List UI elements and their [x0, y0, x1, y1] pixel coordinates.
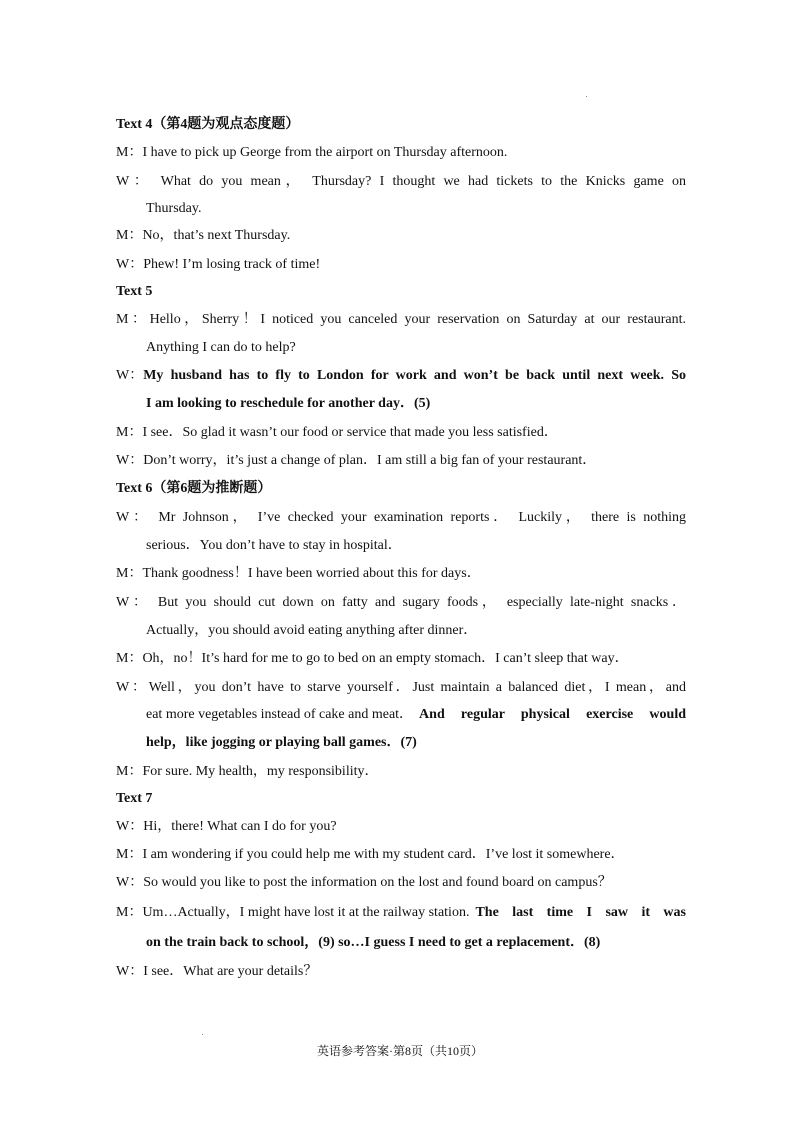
text6-line-5-cont — [146, 706, 686, 724]
text6-line-2: M：Thank goodness！I have been worried about this for days． — [116, 566, 481, 581]
answer-highlight: My husband has to fly to London for work and won’t be back until next week. So — [143, 368, 686, 383]
text5-line-1-cont: Anything I can do to help? — [146, 340, 296, 355]
scan-speck — [586, 96, 587, 97]
text6-line-1: W： Mr Johnson， I’ve checked your examination reports． Luckily， there is nothing — [116, 510, 686, 525]
text5-line-2 — [116, 367, 686, 385]
text6-line-6: M：For sure. My health，my responsibility． — [116, 764, 379, 779]
text5-line-2-cont: I am looking to reschedule for another day．(5) — [146, 396, 431, 411]
text5-line-1: M：Hello，Sherry！I noticed you canceled your reservation on Saturday at our restaurant. — [116, 312, 686, 327]
text5-heading: Text 5 — [116, 284, 153, 299]
text4-line-3: M：No，that’s next Thursday. — [116, 228, 291, 243]
plain-text: M：Um…Actually，I might have lost it at the railway station. — [116, 905, 470, 920]
text7-line-5: W：I see．What are your details？ — [116, 964, 318, 979]
text5-line-4: W：Don’t worry，it’s just a change of plan．I am still a big fan of your restaurant． — [116, 453, 597, 468]
text7-line-2: M：I am wondering if you could help me with my student card．I’ve lost it somewhere． — [116, 847, 625, 862]
text7-heading: Text 7 — [116, 791, 153, 806]
text6-heading: Text 6（第6题为推断题） — [116, 481, 272, 496]
text7-line-3: W：So would you like to post the information on the lost and found board on campus？ — [116, 875, 612, 890]
text4-line-2-cont: Thursday. — [146, 201, 202, 216]
text4-line-1: M：I have to pick up George from the airport on Thursday afternoon. — [116, 145, 508, 160]
text4-line-4: W：Phew! I’m losing track of time! — [116, 257, 321, 272]
text7-line-4 — [116, 904, 686, 922]
text5-line-3: M：I see．So glad it wasn’t our food or service that made you less satisfied． — [116, 425, 558, 440]
text7-line-4-cont: on the train back to school，(9) so…I guess I need to get a replacement．(8) — [146, 935, 601, 950]
text6-line-5: W：Well，you don’t have to starve yourself．Just maintain a balanced diet，I mean，and — [116, 680, 686, 695]
text4-line-2: W： What do you mean， Thursday? I thought we had tickets to the Knicks game on — [116, 174, 686, 189]
text6-line-3-cont: Actually，you should avoid eating anything after dinner． — [146, 623, 478, 638]
scan-speck — [202, 1034, 203, 1035]
answer-highlight: The last time I saw it was — [475, 905, 686, 920]
text6-line-5-cont2: help，like jogging or playing ball games．(7) — [146, 735, 417, 750]
text6-line-1-cont: serious．You don’t have to stay in hospital． — [146, 538, 402, 553]
plain-text: eat more vegetables instead of cake and meat． — [146, 707, 414, 722]
answer-highlight: And regular physical exercise would — [419, 707, 686, 722]
speaker-label: W： — [116, 368, 144, 383]
text4-heading: Text 4（第4题为观点态度题） — [116, 117, 300, 132]
text6-line-4: M：Oh，no！It’s hard for me to go to bed on an empty stomach．I can’t sleep that way． — [116, 651, 629, 666]
page-footer: 英语参考答案·第8页（共10页） — [317, 1044, 483, 1058]
text6-line-3: W： But you should cut down on fatty and sugary foods， especially late-night snacks． — [116, 595, 686, 610]
text7-line-1: W：Hi，there! What can I do for you? — [116, 819, 337, 834]
